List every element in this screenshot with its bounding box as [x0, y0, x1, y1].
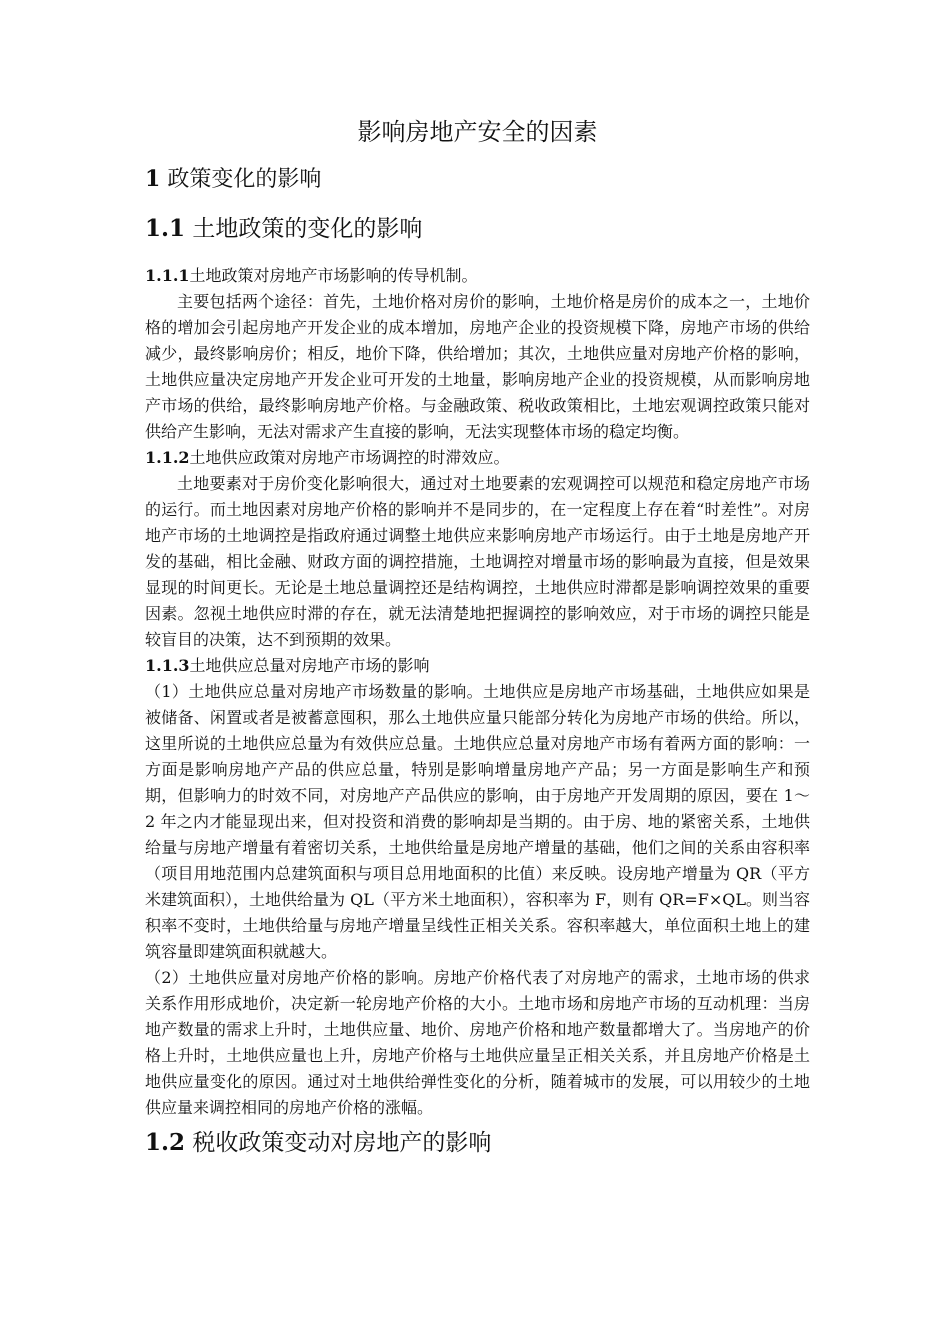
- subsection-heading-1-1-2: [145, 445, 810, 471]
- subsection-number: 1.1.3: [145, 656, 190, 675]
- section-title: 政策变化的影响: [167, 167, 322, 192]
- section-number: 1.2: [145, 1129, 186, 1156]
- subsection-number: 1.1.2: [145, 448, 190, 467]
- document-page: [145, 112, 810, 1177]
- section-number: 1.1: [145, 215, 186, 242]
- section-heading-1-2: [145, 1125, 810, 1161]
- section-heading-1: [145, 162, 810, 197]
- section-heading-1-1: [145, 211, 810, 247]
- paragraph-1-1-1: 主要包括两个途径：首先，土地价格对房价的影响，土地价格是房价的成本之一，土地价格的增加会引起房地产开发企业的成本增加，房地产企业的投资规模下降，房地产市场的供给减少，最终影响房价；相反，地价下降，供给增加；其次，土地供应量对房地产价格的影响，土地供应量决定房地产开发企业可开发的土地量，影响房地产企业的投资规模，从而影响房地产市场的供给，最终影响房地产价格。与金融政策、税收政策相比，土地宏观调控政策只能对供给产生影响，无法对需求产生直接的影响，无法实现整体市场的稳定均衡。: [145, 292, 810, 441]
- section-title: 税收政策变动对房地产的影响: [192, 1130, 492, 1156]
- document-title: 影响房地产安全的因素: [357, 118, 598, 146]
- section-title: 土地政策的变化的影响: [192, 216, 423, 242]
- paragraph-1-1-2: 土地要素对于房价变化影响很大，通过对土地要素的宏观调控可以规范和稳定房地产市场的运行。而土地因素对房地产价格的影响并不是同步的，在一定程度上存在着“时差性”。对房地产市场的土地调控是指政府通过调整土地供应来影响房地产市场运行。由于土地是房地产开发的基础，相比金融、财政方面的调控措施，土地调控对增量市场的影响最为直接，但是效果显现的时间更长。无论是土地总量调控还是结构调控，土地供应时滞都是影响调控效果的重要因素。忽视土地供应时滞的存在，就无法清楚地把握调控的影响效应，对于市场的调控只能是较盲目的决策，达不到预期的效果。: [145, 474, 810, 649]
- subsection-title: 土地政策对房地产市场影响的传导机制。: [189, 266, 478, 285]
- subsection-heading-1-1-1: [145, 263, 810, 289]
- paragraph-1-1-3-part1: （1）土地供应总量对房地产市场数量的影响。土地供应是房地产市场基础，土地供应如果是被储备、闲置或者是被蓄意囤积，那么土地供应量只能部分转化为房地产市场的供给。所以，这里所说的土地供应总量为有效供应总量。土地供应总量对房地产市场有着两方面的影响：一方面是影响房地产产品的供应总量，特别是影响增量房地产产品；另一方面是影响生产和预期，但影响力的时效不同，对房地产产品供应的影响，由于房地产开发周期的原因，要在 1～2 年之内才能显现出来，但对投资和消费的影响却是当期的。由于房、地的紧密关系，土地供给量与房地产增量有着密切关系，土地供给量是房地产增量的基础，他们之间的关系由容积率（项目用地范围内总建筑面积与项目总用地面积的比值）来反映。设房地产增量为 QR（平方米建筑面积），土地供给量为 QL（平方米土地面积），容积率为 F，则有 QR=F×QL。则当容积率不变时，土地供给量与房地产增量呈线性正相关关系。容积率越大，单位面积土地上的建筑容量即建筑面积就越大。: [145, 682, 810, 961]
- section-number: 1: [145, 166, 161, 192]
- paragraph-1-1-3-part2: （2）土地供应量对房地产价格的影响。房地产价格代表了对房地产的需求，土地市场的供求关系作用形成地价，决定新一轮房地产价格的大小。土地市场和房地产市场的互动机理：当房地产数量的需求上升时，土地供应量、地价、房地产价格和地产数量都增大了。当房地产的价格上升时，土地供应量也上升，房地产价格与土地供应量呈正相关关系，并且房地产价格是土地供应量变化的原因。通过对土地供给弹性变化的分析，随着城市的发展，可以用较少的土地供应量来调控相同的房地产价格的涨幅。: [145, 968, 810, 1117]
- subsection-title: 土地供应政策对房地产市场调控的时滞效应。: [189, 448, 510, 467]
- subsection-heading-1-1-3: [145, 653, 810, 679]
- subsection-title: 土地供应总量对房地产市场的影响: [189, 656, 430, 675]
- subsection-number: 1.1.1: [145, 266, 190, 285]
